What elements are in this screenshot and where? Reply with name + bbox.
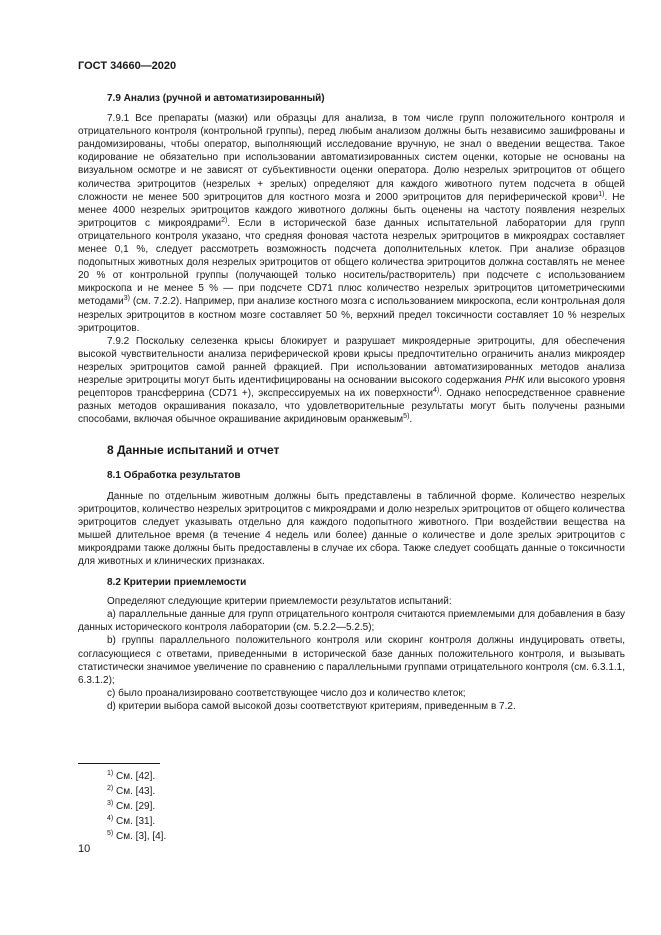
footnote-3: $^{3)}$ См. [29].	[107, 800, 156, 812]
footnote-1: $^{1)}$ См. [42].	[107, 770, 156, 782]
list-item-c: c) было проанализировано соответствующее число доз и количество клеток;	[107, 687, 466, 699]
list-item-b: b) группы параллельного положительного контроля или скоринг контроля должны индуцировать ответы, согласующиеся с ответами, приведенными в исторической базе данных положительного контроля, и вызывать статистически значимое увеличение по сравнению с параллельными группами отрицательного контроля (см. 6.3.1.1, 6.3.1.2);	[78, 635, 625, 686]
footnote-5: $^{5)}$ См. [3], [4].	[107, 830, 167, 842]
footnote-2: $^{2)}$ См. [43].	[107, 785, 156, 797]
footnote-divider	[78, 763, 160, 764]
paragraph-8-2-intro: Определяют следующие критерии приемлемости результатов испытаний:	[107, 596, 452, 608]
section-8-heading: 8 Данные испытаний и отчет	[107, 443, 280, 458]
document-body	[78, 92, 625, 713]
footnote-ref-2[interactable]: 2)	[221, 216, 228, 224]
paragraph-7-9-2: 7.9.2 Поскольку селезенка крысы блокирует и разрушает микроядерные эритроциты, для обеспечения высокой чувствительности анализа периферической крови крысы предпочтительно ограничить анализ микроядер незрелых эритроцитов самой ранней фракцией. При использовании автоматизированных методов анализа незрелые эритроциты могут быть идентифицированы на основании высокого содержания РНК или высокого уровня рецепторов трансферрина (CD71 +), экспрессируемых на их поверхности$^{4)}$. Однако непосредственное сравнение разных методов окрашивания показало, что удовлетворительные результаты могут быть получены разными способами, включая обычное окрашивание акридиновым оранжевым$^{5)}$.	[78, 335, 626, 426]
list-item-d: d) критерии выбора самой высокой дозы соответствуют критериям, приведенным в 7.2.	[107, 700, 516, 712]
section-8-2-heading: 8.2 Критерии приемлемости	[107, 577, 247, 589]
section-7-9-heading: 7.9 Анализ (ручной и автоматизированный)	[107, 93, 325, 104]
footnotes	[107, 769, 166, 844]
standard-header: ГОСТ 34660—2020	[78, 60, 177, 72]
paragraph-7-9-1: 7.9.1 Все препараты (мазки) или образцы для анализа, в том числе групп положительного контроля и отрицательного контроля (контрольной группы), перед любым анализом должны быть независимо зашифрованы и рандомизированы, чтобы оператор, выполняющий исследование вручную, не знал о введении вещества. Такое кодирование не обязательно при использовании автоматизированных систем оценки, которые не основаны на визуальном осмотре и не зависят от субъективности оценки оператора. Долю незрелых эритроцитов от общего количества эритроцитов (незрелых + зрелых) определяют для каждого животного путем подсчета в общей сложности не менее 500 эритроцитов для костного мозга и 2000 эритроцитов для периферической крови$^{1)}$. Не менее 4000 незрелых эритроцитов каждого животного должны быть оценены на частоту появления незрелых эритроцитов с микроядрами$^{2)}$. Если в исторической базе данных испытательной лаборатории для групп отрицательного контроля указано, что средняя фоновая частота незрелых эритроцитов в микроядрах составляет менее 0,1 %, следует рассмотреть возможность подсчета дополнительных клеток. При анализе образцов подопытных животных доля незрелых эритроцитов от общего количества эритроцитов должна составлять не менее 20 % от контрольной группы (получающей только носитель/растворитель) при подсчете с использованием микроскопа и не менее 5 % — при подсчете CD71 плюс количество незрелых эритроцитов цитометрическими методами$^{3)}$ (см. 7.2.2). Например, при анализе костного мозга с использованием микроскопа, если контрольная доля незрелых эритроцитов в костном мозге составляет 50 %, верхний предел токсичности составляет 10 % незрелых эритроцитов.	[78, 113, 625, 334]
footnote-ref-5[interactable]: 5)	[403, 413, 410, 421]
footnote-4: $^{4)}$ См. [31].	[107, 815, 156, 827]
paragraph-8-1: Данные по отдельным животным должны быть представлены в табличной форме. Количество незрелых эритроцитов, количество незрелых эритроцитов с микроядрами и долю незрелых эритроцитов от общего количества эритроцитов следует указывать отдельно для каждого подопытного животного. При воздействии вещества на мышей длительное время (в течение 4 недель или более) данные о количестве и доле зрелых эритроцитов с микроядрами также должны быть предоставлены в случае их сбора. Также следует сообщать данные о токсичности для животных и клинических признаках.	[78, 490, 625, 567]
footnote-ref-1[interactable]: 1)	[598, 190, 605, 198]
footnote-ref-4[interactable]: 4)	[432, 387, 440, 395]
page-number: 10	[78, 843, 91, 855]
list-item-a: а) параллельные данные для групп отрицательного контроля считаются приемлемыми для добавления в базу данных исторического контроля лаборатории (см. 5.2.2—5.2.5);	[78, 609, 625, 634]
section-8-1-heading: 8.1 Обработка результатов	[107, 470, 241, 482]
footnote-ref-3[interactable]: 3)	[123, 295, 131, 303]
